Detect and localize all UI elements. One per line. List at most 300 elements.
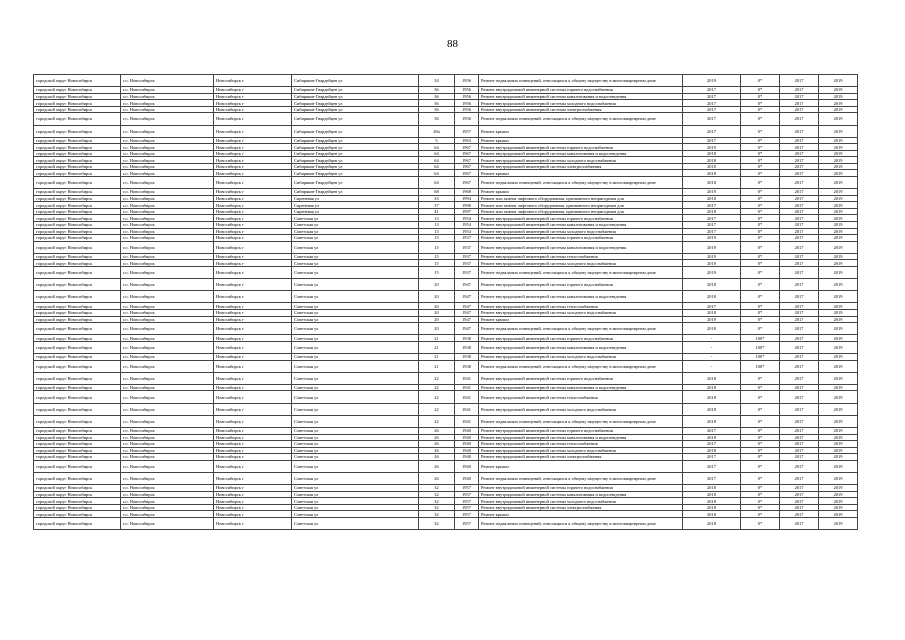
street-cell: Советская ул (292, 447, 419, 454)
house-cell: 20 (419, 291, 455, 303)
work-type-cell: Ремонт внутридомовой инженерной системы теплоснабжения (479, 391, 683, 403)
street-cell: Советская ул (292, 504, 419, 511)
end-year-cell: 2019 (819, 215, 858, 222)
percent-cell: 0* (741, 303, 780, 310)
house-cell: 21 (419, 335, 455, 342)
start-year-cell: 2017 (780, 87, 819, 94)
start-year-cell: 2017 (780, 106, 819, 113)
street-cell: Советская ул (292, 354, 419, 361)
table-row (34, 177, 858, 189)
year-built-cell: 1954 (455, 228, 479, 235)
work-type-cell: Ремонт подвальных помещений, относящихся к общему имуществу в многоквартирном доме (479, 360, 683, 372)
settlement-cell: г.о. Новосибирск (121, 144, 214, 151)
end-year-cell: 2019 (819, 125, 858, 137)
plan-year-cell: 2017 (683, 100, 741, 107)
settlement-cell: г.о. Новосибирск (121, 87, 214, 94)
district-cell: городской округ Новосибирск (34, 335, 121, 342)
plan-year-cell: 2018 (683, 384, 741, 391)
house-cell: 68 (419, 189, 455, 196)
percent-cell: 0* (741, 472, 780, 484)
settlement-cell: г.о. Новосибирск (121, 323, 214, 335)
city-cell: Новосибирск г (214, 403, 292, 415)
street-cell: Советская ул (292, 498, 419, 505)
start-year-cell: 2017 (780, 150, 819, 157)
start-year-cell: 2017 (780, 100, 819, 107)
plan-year-cell: 2017 (683, 454, 741, 461)
street-cell: Сибиряков-Гвардейцев ул (292, 87, 419, 94)
percent-cell: 0* (741, 428, 780, 435)
work-type-cell: Ремонт внутридомовой инженерной системы канализования и водоотведения (479, 150, 683, 157)
work-type-cell: Ремонт подвальных помещений, относящихся к общему имуществу в многоквартирном доме (479, 415, 683, 427)
house-cell: 22 (419, 391, 455, 403)
city-cell: Новосибирск г (214, 170, 292, 177)
percent-cell: 0* (741, 241, 780, 253)
settlement-cell: г.о. Новосибирск (121, 208, 214, 215)
house-cell: 32 (419, 498, 455, 505)
table-row (34, 125, 858, 137)
street-cell: Советская ул (292, 428, 419, 435)
settlement-cell: г.о. Новосибирск (121, 228, 214, 235)
end-year-cell: 2019 (819, 228, 858, 235)
work-type-cell: Ремонт внутридомовой инженерной системы электроснабжения (479, 106, 683, 113)
plan-year-cell: 2017 (683, 87, 741, 94)
street-cell: Советская ул (292, 372, 419, 384)
start-year-cell: 2017 (780, 316, 819, 323)
house-cell: 26 (419, 441, 455, 448)
start-year-cell: 2017 (780, 163, 819, 170)
city-cell: Новосибирск г (214, 100, 292, 107)
end-year-cell: 2019 (819, 177, 858, 189)
start-year-cell: 2017 (780, 403, 819, 415)
settlement-cell: г.о. Новосибирск (121, 260, 214, 267)
plan-year-cell: 2019 (683, 189, 741, 196)
end-year-cell: 2019 (819, 454, 858, 461)
end-year-cell: 2019 (819, 303, 858, 310)
street-cell: Сибиряков-Гвардейцев ул (292, 100, 419, 107)
city-cell: Новосибирск г (214, 266, 292, 278)
percent-cell: 0* (741, 434, 780, 441)
percent-cell: 0* (741, 447, 780, 454)
start-year-cell: 2017 (780, 241, 819, 253)
district-cell: городской округ Новосибирск (34, 354, 121, 361)
plan-year-cell: 2018 (683, 447, 741, 454)
end-year-cell: 2019 (819, 441, 858, 448)
work-type-cell: Ремонт внутридомовой инженерной системы холодного водоснабжения (479, 100, 683, 107)
work-type-cell: Ремонт внутридомовой инженерной системы холодного водоснабжения (479, 228, 683, 235)
percent-cell: 0* (741, 403, 780, 415)
house-cell: 15 (419, 260, 455, 267)
work-type-cell: Ремонт внутридомовой инженерной системы горячего водоснабжения (479, 215, 683, 222)
year-built-cell: 1940 (455, 447, 479, 454)
district-cell: городской округ Новосибирск (34, 303, 121, 310)
work-type-cell: Ремонт внутридомовой инженерной системы канализования и водоотведения (479, 341, 683, 353)
work-type-cell: Ремонт крыши (479, 125, 683, 137)
start-year-cell: 2017 (780, 372, 819, 384)
work-type-cell: Ремонт крыши (479, 460, 683, 472)
district-cell: городской округ Новосибирск (34, 221, 121, 228)
plan-year-cell: 2017 (683, 137, 741, 144)
start-year-cell: 2017 (780, 485, 819, 492)
start-year-cell: 2017 (780, 266, 819, 278)
house-cell: 32 (419, 491, 455, 498)
house-cell: 26 (419, 472, 455, 484)
district-cell: городской округ Новосибирск (34, 137, 121, 144)
settlement-cell: г.о. Новосибирск (121, 428, 214, 435)
city-cell: Новосибирск г (214, 517, 292, 529)
start-year-cell: 2017 (780, 228, 819, 235)
street-cell: Советская ул (292, 253, 419, 260)
district-cell: городской округ Новосибирск (34, 441, 121, 448)
plan-year-cell: 2018 (683, 323, 741, 335)
start-year-cell: 2017 (780, 93, 819, 100)
plan-year-cell: 2018 (683, 157, 741, 164)
city-cell: Новосибирск г (214, 485, 292, 492)
work-type-cell: Ремонт внутридомовой инженерной системы электроснабжения (479, 504, 683, 511)
end-year-cell: 2019 (819, 75, 858, 87)
percent-cell: 0* (741, 491, 780, 498)
year-built-cell: 1937 (455, 260, 479, 267)
district-cell: городской округ Новосибирск (34, 75, 121, 87)
city-cell: Новосибирск г (214, 163, 292, 170)
street-cell: Советская ул (292, 415, 419, 427)
table-row (34, 266, 858, 278)
house-cell: 20 (419, 279, 455, 291)
percent-cell: 100* (741, 354, 780, 361)
plan-year-cell: 2017 (683, 228, 741, 235)
house-cell: 13 (419, 215, 455, 222)
work-type-cell: Ремонт внутридомовой инженерной системы теплоснабжения (479, 441, 683, 448)
city-cell: Новосибирск г (214, 360, 292, 372)
district-cell: городской округ Новосибирск (34, 472, 121, 484)
district-cell: городской округ Новосибирск (34, 511, 121, 518)
city-cell: Новосибирск г (214, 316, 292, 323)
plan-year-cell: 2018 (683, 491, 741, 498)
end-year-cell: 2019 (819, 428, 858, 435)
end-year-cell: 2019 (819, 144, 858, 151)
work-type-cell: Ремонт подвальных помещений, относящихся к общему имуществу в многоквартирном доме (479, 266, 683, 278)
city-cell: Новосибирск г (214, 309, 292, 316)
year-built-cell: 1937 (455, 266, 479, 278)
settlement-cell: г.о. Новосибирск (121, 241, 214, 253)
start-year-cell: 2017 (780, 113, 819, 125)
city-cell: Новосибирск г (214, 384, 292, 391)
city-cell: Новосибирск г (214, 241, 292, 253)
percent-cell: 100* (741, 341, 780, 353)
settlement-cell: г.о. Новосибирск (121, 391, 214, 403)
year-built-cell: 1940 (455, 441, 479, 448)
plan-year-cell: 2019 (683, 316, 741, 323)
district-cell: городской округ Новосибирск (34, 460, 121, 472)
street-cell: Советская ул (292, 360, 419, 372)
house-cell: 36 (419, 106, 455, 113)
settlement-cell: г.о. Новосибирск (121, 215, 214, 222)
table-row (34, 517, 858, 529)
end-year-cell: 2019 (819, 163, 858, 170)
table-row (34, 360, 858, 372)
percent-cell: 0* (741, 202, 780, 209)
year-built-cell: 1940 (455, 460, 479, 472)
district-cell: городской округ Новосибирск (34, 144, 121, 151)
city-cell: Новосибирск г (214, 215, 292, 222)
district-cell: городской округ Новосибирск (34, 253, 121, 260)
settlement-cell: г.о. Новосибирск (121, 316, 214, 323)
settlement-cell: г.о. Новосибирск (121, 170, 214, 177)
start-year-cell: 2017 (780, 157, 819, 164)
district-cell: городской округ Новосибирск (34, 323, 121, 335)
house-cell: 21 (419, 341, 455, 353)
street-cell: Сиреневая ул (292, 195, 419, 202)
district-cell: городской округ Новосибирск (34, 360, 121, 372)
end-year-cell: 2019 (819, 415, 858, 427)
street-cell: Советская ул (292, 266, 419, 278)
year-built-cell: 1947 (455, 316, 479, 323)
district-cell: городской округ Новосибирск (34, 454, 121, 461)
plan-year-cell: 2017 (683, 428, 741, 435)
district-cell: городской округ Новосибирск (34, 309, 121, 316)
plan-year-cell: 2017 (683, 441, 741, 448)
end-year-cell: 2019 (819, 113, 858, 125)
table-row (34, 241, 858, 253)
year-built-cell: 1947 (455, 279, 479, 291)
year-built-cell: 1957 (455, 491, 479, 498)
year-built-cell: 1941 (455, 384, 479, 391)
city-cell: Новосибирск г (214, 189, 292, 196)
table-row (34, 403, 858, 415)
settlement-cell: г.о. Новосибирск (121, 354, 214, 361)
district-cell: городской округ Новосибирск (34, 125, 121, 137)
district-cell: городской округ Новосибирск (34, 202, 121, 209)
city-cell: Новосибирск г (214, 447, 292, 454)
house-cell: 32 (419, 504, 455, 511)
start-year-cell: 2017 (780, 354, 819, 361)
city-cell: Новосибирск г (214, 498, 292, 505)
city-cell: Новосибирск г (214, 106, 292, 113)
end-year-cell: 2019 (819, 403, 858, 415)
end-year-cell: 2019 (819, 316, 858, 323)
work-type-cell: Ремонт или замена лифтового оборудования, признанного непригодным для (479, 195, 683, 202)
work-type-cell: Ремонт внутридомовой инженерной системы горячего водоснабжения (479, 485, 683, 492)
start-year-cell: 2017 (780, 460, 819, 472)
district-cell: городской округ Новосибирск (34, 113, 121, 125)
start-year-cell: 2017 (780, 323, 819, 335)
plan-year-cell: 2017 (683, 303, 741, 310)
end-year-cell: 2019 (819, 106, 858, 113)
settlement-cell: г.о. Новосибирск (121, 434, 214, 441)
house-cell: 64 (419, 163, 455, 170)
plan-year-cell: 2018 (683, 434, 741, 441)
district-cell: городской округ Новосибирск (34, 106, 121, 113)
street-cell: Советская ул (292, 485, 419, 492)
city-cell: Новосибирск г (214, 235, 292, 242)
street-cell: Советская ул (292, 309, 419, 316)
street-cell: Советская ул (292, 434, 419, 441)
district-cell: городской округ Новосибирск (34, 93, 121, 100)
work-type-cell: Ремонт внутридомовой инженерной системы канализования и водоотведения (479, 384, 683, 391)
plan-year-cell: 2018 (683, 291, 741, 303)
end-year-cell: 2019 (819, 341, 858, 353)
work-type-cell: Ремонт внутридомовой инженерной системы канализования и водоотведения (479, 291, 683, 303)
settlement-cell: г.о. Новосибирск (121, 303, 214, 310)
end-year-cell: 2019 (819, 266, 858, 278)
percent-cell: 0* (741, 316, 780, 323)
district-cell: городской округ Новосибирск (34, 415, 121, 427)
work-type-cell: Ремонт внутридомовой инженерной системы электроснабжения (479, 454, 683, 461)
year-built-cell: 1938 (455, 335, 479, 342)
house-cell: 21 (419, 360, 455, 372)
work-type-cell: Ремонт внутридомовой инженерной системы горячего водоснабжения (479, 144, 683, 151)
house-cell: 26 (419, 434, 455, 441)
end-year-cell: 2019 (819, 221, 858, 228)
start-year-cell: 2017 (780, 202, 819, 209)
house-cell: 15 (419, 253, 455, 260)
street-cell: Сибиряков-Гвардейцев ул (292, 144, 419, 151)
end-year-cell: 2019 (819, 384, 858, 391)
street-cell: Сибиряков-Гвардейцев ул (292, 106, 419, 113)
district-cell: городской округ Новосибирск (34, 291, 121, 303)
percent-cell: 0* (741, 485, 780, 492)
settlement-cell: г.о. Новосибирск (121, 291, 214, 303)
district-cell: городской округ Новосибирск (34, 260, 121, 267)
settlement-cell: г.о. Новосибирск (121, 106, 214, 113)
percent-cell: 0* (741, 235, 780, 242)
plan-year-cell: 2018 (683, 415, 741, 427)
house-cell: 15 (419, 235, 455, 242)
table-row (34, 391, 858, 403)
house-cell: 32 (419, 511, 455, 518)
year-built-cell: 1954 (455, 215, 479, 222)
settlement-cell: г.о. Новосибирск (121, 335, 214, 342)
plan-year-cell: 2017 (683, 113, 741, 125)
house-cell: 36 (419, 87, 455, 94)
start-year-cell: 2017 (780, 195, 819, 202)
plan-year-cell: 2018 (683, 279, 741, 291)
start-year-cell: 2017 (780, 511, 819, 518)
end-year-cell: 2019 (819, 472, 858, 484)
percent-cell: 0* (741, 228, 780, 235)
city-cell: Новосибирск г (214, 137, 292, 144)
street-cell: Советская ул (292, 235, 419, 242)
house-cell: 13 (419, 221, 455, 228)
end-year-cell: 2019 (819, 434, 858, 441)
start-year-cell: 2017 (780, 215, 819, 222)
district-cell: городской округ Новосибирск (34, 491, 121, 498)
district-cell: городской округ Новосибирск (34, 316, 121, 323)
start-year-cell: 2017 (780, 235, 819, 242)
settlement-cell: г.о. Новосибирск (121, 195, 214, 202)
district-cell: городской округ Новосибирск (34, 215, 121, 222)
start-year-cell: 2017 (780, 415, 819, 427)
city-cell: Новосибирск г (214, 177, 292, 189)
district-cell: городской округ Новосибирск (34, 403, 121, 415)
district-cell: городской округ Новосибирск (34, 170, 121, 177)
house-cell: 26 (419, 447, 455, 454)
year-built-cell: 1941 (455, 415, 479, 427)
city-cell: Новосибирск г (214, 372, 292, 384)
end-year-cell: 2019 (819, 253, 858, 260)
year-built-cell: 1940 (455, 434, 479, 441)
year-built-cell: 1937 (455, 253, 479, 260)
end-year-cell: 2019 (819, 241, 858, 253)
house-cell: 5 (419, 137, 455, 144)
percent-cell: 100* (741, 360, 780, 372)
plan-year-cell: 2019 (683, 253, 741, 260)
start-year-cell: 2017 (780, 279, 819, 291)
table-row (34, 415, 858, 427)
work-type-cell: Ремонт внутридомовой инженерной системы горячего водоснабжения (479, 372, 683, 384)
year-built-cell: 1957 (455, 504, 479, 511)
year-built-cell: 1967 (455, 163, 479, 170)
work-type-cell: Ремонт или замена лифтового оборудования, признанного непригодным для (479, 208, 683, 215)
end-year-cell: 2019 (819, 170, 858, 177)
start-year-cell: 2017 (780, 391, 819, 403)
district-cell: городской округ Новосибирск (34, 447, 121, 454)
city-cell: Новосибирск г (214, 113, 292, 125)
city-cell: Новосибирск г (214, 195, 292, 202)
plan-year-cell: 2017 (683, 221, 741, 228)
start-year-cell: 2017 (780, 472, 819, 484)
plan-year-cell: 2018 (683, 177, 741, 189)
street-cell: Сибиряков-Гвардейцев ул (292, 163, 419, 170)
end-year-cell: 2019 (819, 202, 858, 209)
page-number: 88 (447, 38, 458, 50)
house-cell: 41 (419, 208, 455, 215)
year-built-cell: 1941 (455, 391, 479, 403)
start-year-cell: 2017 (780, 341, 819, 353)
end-year-cell: 2019 (819, 87, 858, 94)
street-cell: Советская ул (292, 215, 419, 222)
year-built-cell: 1956 (455, 75, 479, 87)
plan-year-cell: - (683, 341, 741, 353)
work-type-cell: Ремонт внутридомовой инженерной системы канализования и водоотведения (479, 491, 683, 498)
end-year-cell: 2019 (819, 511, 858, 518)
street-cell: Советская ул (292, 403, 419, 415)
work-type-cell: Ремонт внутридомовой инженерной системы канализования и водоотведения (479, 93, 683, 100)
work-type-cell: Ремонт внутридомовой инженерной системы горячего водоснабжения (479, 279, 683, 291)
plan-year-cell: 2018 (683, 195, 741, 202)
year-built-cell: 1956 (455, 87, 479, 94)
percent-cell: 0* (741, 189, 780, 196)
plan-year-cell: - (683, 360, 741, 372)
work-type-cell: Ремонт внутридомовой инженерной системы холодного водоснабжения (479, 157, 683, 164)
work-type-cell: Ремонт подвальных помещений, относящихся к общему имуществу в многоквартирном доме (479, 517, 683, 529)
percent-cell: 0* (741, 291, 780, 303)
street-cell: Советская ул (292, 241, 419, 253)
house-cell: 33 (419, 195, 455, 202)
settlement-cell: г.о. Новосибирск (121, 309, 214, 316)
year-built-cell: 1941 (455, 372, 479, 384)
plan-year-cell: - (683, 354, 741, 361)
district-cell: городской округ Новосибирск (34, 208, 121, 215)
street-cell: Сибиряков-Гвардейцев ул (292, 150, 419, 157)
settlement-cell: г.о. Новосибирск (121, 504, 214, 511)
plan-year-cell: 2017 (683, 125, 741, 137)
city-cell: Новосибирск г (214, 504, 292, 511)
end-year-cell: 2019 (819, 491, 858, 498)
end-year-cell: 2019 (819, 323, 858, 335)
district-cell: городской округ Новосибирск (34, 517, 121, 529)
start-year-cell: 2017 (780, 189, 819, 196)
year-built-cell: 1956 (455, 100, 479, 107)
year-built-cell: 1968 (455, 189, 479, 196)
work-type-cell: Ремонт подвальных помещений, относящихся к общему имуществу в многоквартирном доме (479, 472, 683, 484)
percent-cell: 0* (741, 415, 780, 427)
plan-year-cell: 2017 (683, 472, 741, 484)
street-cell: Советская ул (292, 517, 419, 529)
district-cell: городской округ Новосибирск (34, 384, 121, 391)
street-cell: Советская ул (292, 391, 419, 403)
house-cell: 22 (419, 384, 455, 391)
settlement-cell: г.о. Новосибирск (121, 511, 214, 518)
